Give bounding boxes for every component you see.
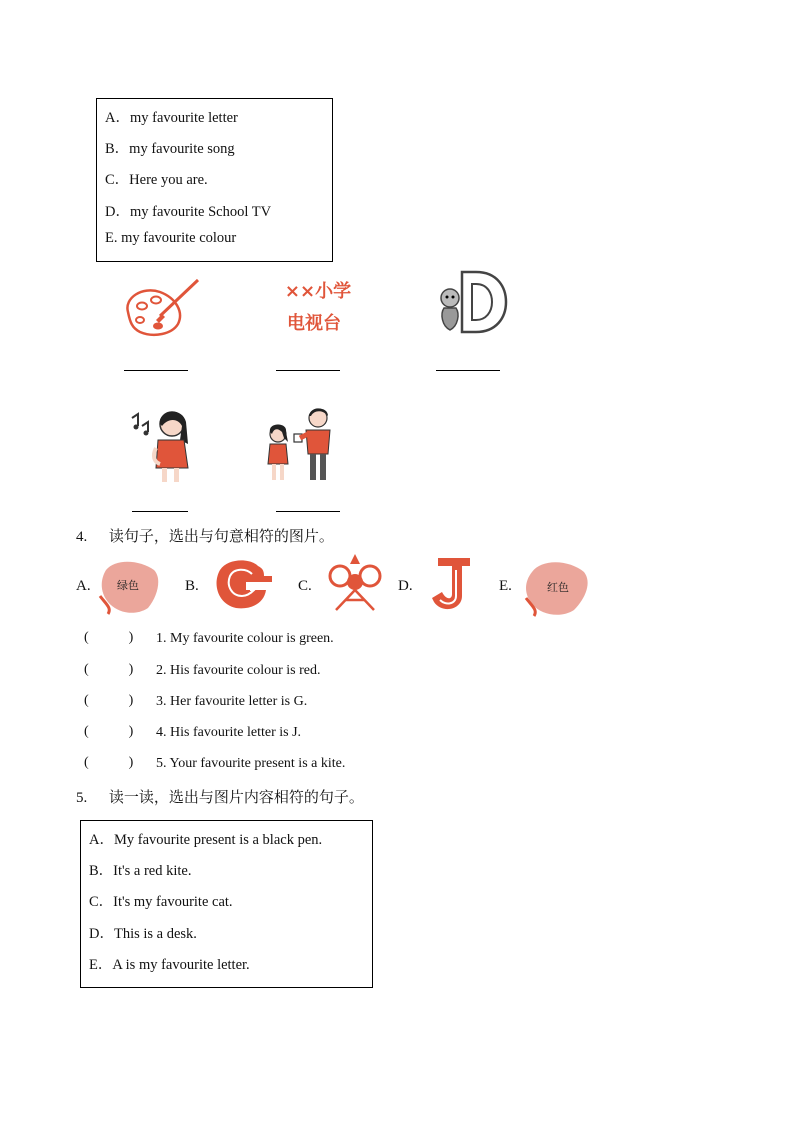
q4-answer-paren-3[interactable]: ( ) [84, 693, 134, 708]
tv-logo-line2: 电视台 [287, 313, 341, 334]
tv-logo-line1: ××小学 [284, 281, 352, 302]
q3-blank-2[interactable] [276, 370, 340, 371]
giving-gift-icon [262, 404, 342, 486]
school-tv-logo [268, 276, 368, 338]
q4-choice-b-label: B. [185, 578, 199, 594]
q4-choice-a-label: A. [76, 578, 91, 594]
q3-blank-3[interactable] [436, 370, 500, 371]
q5-title [76, 786, 364, 807]
singing-girl-icon [128, 404, 198, 484]
q3-option-a: A．my favourite letter [105, 110, 238, 126]
q4-item-2: 2. His favourite colour is red. [156, 663, 321, 678]
q3-option-c: C．Here you are. [105, 172, 208, 188]
q4-answer-paren-4[interactable]: ( ) [84, 724, 134, 739]
q4-item-4: 4. His favourite letter is J. [156, 725, 302, 740]
q4-item-5: 5. Your favourite present is a kite. [156, 756, 346, 771]
q5-title-text: 读一读，选出与图片内容相符的句子。 [108, 788, 364, 806]
kite-icon [324, 552, 386, 614]
swatch-a-label: 绿色 [117, 579, 139, 592]
q3-option-b: B．my favourite song [105, 141, 235, 157]
q4-title-text: 读句子，选出与句意相符的图片。 [108, 527, 334, 545]
q5-option-a: A．My favourite present is a black pen. [89, 832, 323, 848]
swatch-e-label: 红色 [547, 581, 569, 594]
q3-option-d: D．my favourite School TV [105, 204, 272, 220]
q5-option-c: C．It's my favourite cat. [89, 894, 233, 910]
q4-choice-e-label: E. [499, 578, 512, 594]
q4-choice-d-label: D. [398, 578, 413, 594]
q4-choice-c-label: C. [298, 578, 312, 594]
palette-icon [118, 272, 208, 342]
q5-option-e: E．A is my favourite letter. [89, 957, 250, 973]
q3-blank-4[interactable] [132, 511, 188, 512]
q5-option-b: B．It's a red kite. [89, 863, 192, 879]
letter-d-monkey-icon [432, 268, 512, 338]
q3-option-e: E. my favourite colour [105, 230, 237, 246]
q4-item-3: 3. Her favourite letter is G. [156, 694, 308, 709]
q4-item-1: 1. My favourite colour is green. [156, 631, 334, 646]
q3-blank-1[interactable] [124, 370, 188, 371]
q5-number: 5. [76, 790, 88, 806]
q4-number: 4. [76, 529, 88, 545]
q5-option-d: D．This is a desk. [89, 926, 197, 942]
q4-answer-paren-1[interactable]: ( ) [84, 630, 134, 645]
q4-answer-paren-5[interactable]: ( ) [84, 755, 134, 770]
letter-j-icon [424, 554, 480, 616]
q4-title [76, 525, 334, 546]
q4-answer-paren-2[interactable]: ( ) [84, 662, 134, 677]
green-swatch-icon [98, 556, 164, 616]
red-swatch-icon [522, 556, 592, 618]
letter-g-icon [210, 556, 276, 612]
q3-blank-5[interactable] [276, 511, 340, 512]
